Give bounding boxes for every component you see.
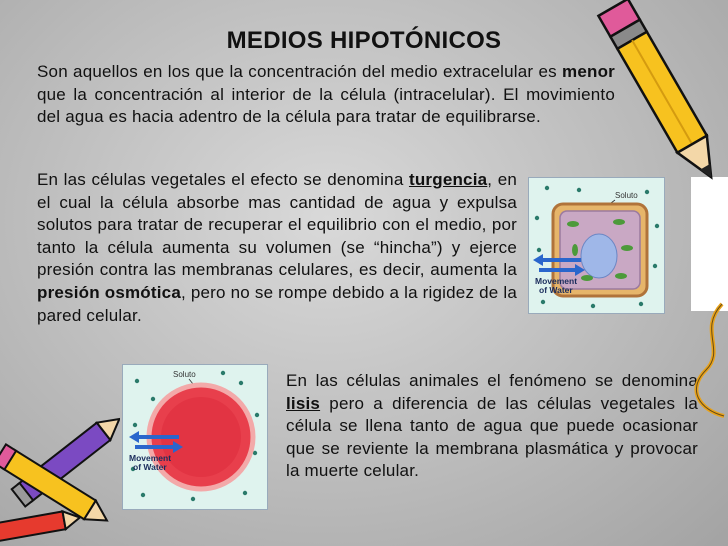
plant-cell-paragraph xyxy=(37,169,517,327)
swirl-decoration-icon xyxy=(692,300,728,420)
plant-movement-line2: of Water xyxy=(539,285,573,295)
plant-solute-label: Soluto xyxy=(615,191,638,200)
plant-text-3: , pero no se rompe debido a la rigidez de la pared celular. xyxy=(37,282,517,325)
plant-cell-figure xyxy=(528,177,665,314)
animal-cell-figure xyxy=(122,364,268,510)
animal-solute-label: Soluto xyxy=(173,370,196,379)
term-lisis: lisis xyxy=(286,393,321,413)
pencil-icon xyxy=(596,0,728,180)
animal-movement-line2: of Water xyxy=(133,462,167,472)
plant-text-2: , en el cual la célula absorbe mas cantidad de agua y expulsa solutos para tratar de recuperar el equilibrio con el medio, por tanto la célula aumenta su volumen (se “hincha”) y ejerce presión contra las membranas celulares, es decir, aumenta la xyxy=(37,170,518,280)
intro-paragraph xyxy=(37,61,615,129)
slide-title: MEDIOS HIPOTÓNICOS xyxy=(226,27,502,54)
crossed-pencils-icon xyxy=(0,400,120,546)
vacuole xyxy=(581,234,617,278)
animal-cell-paragraph xyxy=(286,370,698,483)
white-card xyxy=(691,177,728,311)
intro-text-1: Son aquellos en los que la concentración del medio extracelular es xyxy=(37,62,563,81)
plant-cell-illustration xyxy=(529,178,664,313)
term-presion-osmotica: presión osmótica xyxy=(37,282,181,302)
term-turgencia: turgencia xyxy=(408,170,488,189)
animal-text-2: pero a diferencia de las células vegetales la célula se llena tanto de agua que puede ocasionar que se reviente la membrana plasmática y provocar la muerte celular. xyxy=(286,393,698,481)
plant-text-1: En las células vegetales el efecto se denomina xyxy=(37,170,409,189)
plant-movement-line1: Movement xyxy=(535,276,578,286)
animal-cell-illustration xyxy=(123,365,267,509)
animal-movement-line1: Movement xyxy=(129,453,172,463)
term-menor: menor xyxy=(562,62,615,81)
intro-text-2: que la concentración al interior de la célula (intracelular). El movimiento del agua es hacia adentro de la célula para tratar de equilibrarse. xyxy=(37,84,615,127)
animal-text-1: En las células animales el fenómeno se denomina xyxy=(286,371,698,390)
